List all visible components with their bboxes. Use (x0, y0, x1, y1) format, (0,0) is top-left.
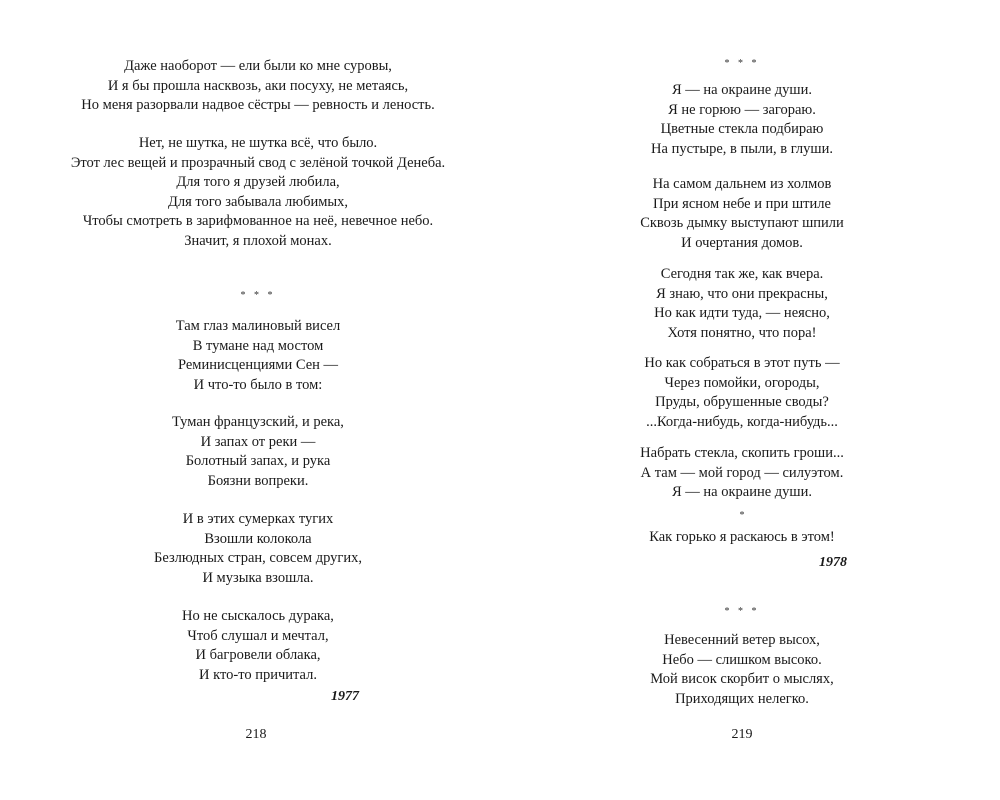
verse-line: Я знаю, что они прекрасны, (656, 285, 828, 302)
verse-line: При ясном небе и при штиле (653, 195, 831, 212)
verse-line: ...Когда-нибудь, когда-нибудь... (646, 413, 838, 430)
verse-line: И багровели облака, (195, 647, 321, 663)
right-poem1-coda (592, 528, 892, 548)
verse-line: Для того я друзей любила, (176, 174, 340, 190)
verse-line: И запах от реки — (200, 433, 316, 450)
verse-line: Через помойки, огороды, (664, 374, 820, 391)
verse-line: И музыка взошла. (202, 569, 314, 586)
right-poem1-stanza5 (592, 444, 892, 503)
verse-line: Но как идти туда, — неясно, (654, 305, 830, 321)
verse-line: И очертания домов. (681, 234, 803, 251)
verse-line: И что-то было в том: (193, 376, 323, 393)
verse-line: Чтоб слушал и мечтал, (187, 627, 329, 644)
page-number: 219 (731, 727, 753, 742)
verse-line: Безлюдных стран, совсем других, (154, 550, 362, 566)
verse-line: Небо — слишком высоко. (662, 651, 822, 668)
verse-line: На пустыре, в пыли, в глуши. (651, 140, 833, 157)
verse-line: В тумане над мостом (192, 337, 324, 354)
verse-line: Я не горюю — загораю. (668, 101, 816, 118)
right-page (500, 0, 1000, 800)
verse-line: Но меня разорвали надвое сёстры — ревность и леность. (81, 97, 435, 113)
verse-line: Хотя понятно, что пора! (667, 324, 817, 341)
verse-line: Нет, не шутка, не шутка всё, что было. (138, 135, 378, 151)
verse-line: Этот лес вещей и прозрачный свод с зелёной точкой Денеба. (70, 154, 446, 171)
right-poem1-stanza4 (592, 354, 892, 432)
single-star-separator: * (739, 510, 745, 521)
verse-line: Значит, я плохой монах. (184, 232, 332, 249)
verse-line: Чтобы смотреть в зарифмованное на неё, невечное небо. (82, 213, 434, 229)
right-poem2-stanza1 (592, 631, 892, 709)
verse-line: И я бы прошла насквозь, аки посуху, не метаясь, (107, 77, 409, 94)
verse-line: Боязни вопреки. (207, 472, 309, 489)
verse-line: Взошли колокола (204, 530, 312, 547)
right-poem1-stanza3 (592, 265, 892, 343)
poem-year: 1978 (819, 555, 847, 570)
left-poem2-stanza1 (108, 317, 408, 395)
poem-year: 1977 (331, 689, 359, 704)
verse-line: Я — на окраине души. (672, 82, 812, 98)
verse-line: Как горько я раскаюсь в этом! (649, 529, 835, 545)
verse-line: Но не сыскалось дурака, (182, 608, 334, 624)
verse-line: А там — мой город — силуэтом. (640, 464, 844, 481)
verse-line: Туман французский, и река, (172, 414, 344, 430)
verse-line: Сквозь дымку выступают шпили (640, 215, 844, 231)
verse-line: Пруды, обрушенные своды? (655, 394, 829, 410)
verse-line: Даже наоборот — ели были ко мне суровы, (124, 58, 392, 74)
right-poem1-stanza2 (592, 175, 892, 253)
verse-line: Но как собраться в этот путь — (644, 355, 840, 371)
left-poem2-stanza4 (108, 607, 408, 685)
verse-line: На самом дальнем из холмов (652, 176, 832, 192)
verse-line: Сегодня так же, как вчера. (660, 266, 824, 282)
poem-separator: * * * (240, 290, 276, 301)
verse-line: Цветные стекла подбираю (660, 121, 824, 137)
verse-line: Для того забывала любимых, (167, 193, 349, 210)
right-poem1-stanza1 (592, 81, 892, 159)
verse-line: Там глаз малиновый висел (175, 318, 341, 334)
page-number: 218 (245, 727, 267, 742)
left-poem1-stanza2 (58, 134, 458, 251)
verse-line: И кто-то причитал. (199, 666, 317, 683)
verse-line: Приходящих нелегко. (675, 690, 809, 707)
poem-separator: * * * (724, 606, 760, 617)
verse-line: Мой висок скорбит о мыслях, (650, 671, 834, 687)
left-poem2-stanza3 (108, 510, 408, 588)
verse-line: Набрать стекла, скопить гроши... (640, 445, 844, 461)
verse-line: И в этих сумерках тугих (182, 511, 334, 527)
left-poem1-stanza1 (58, 57, 458, 116)
left-poem2-stanza2 (108, 413, 408, 491)
verse-line: Невесенний ветер высох, (664, 632, 820, 648)
poem-separator: * * * (724, 58, 760, 69)
verse-line: Болотный запах, и рука (185, 453, 331, 469)
verse-line: Я — на окраине души. (672, 484, 812, 500)
verse-line: Реминисценциями Сен — (177, 357, 339, 373)
